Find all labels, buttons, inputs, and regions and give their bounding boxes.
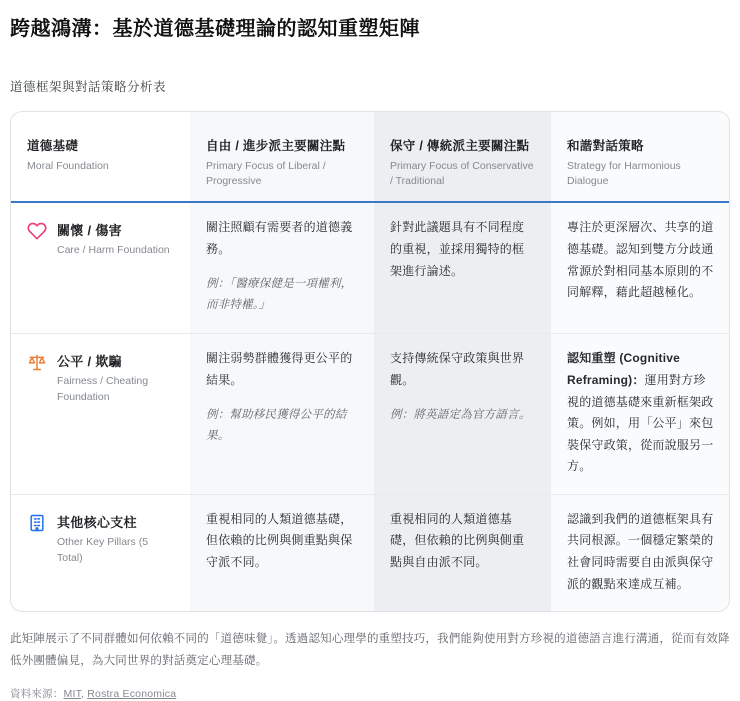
scales-icon — [27, 352, 47, 372]
cell-text: 重視相同的人類道德基礎，但依賴的比例與側重點與自由派不同。 — [390, 511, 525, 570]
cell-dialogue-strategy — [551, 494, 730, 611]
cell-text: 關注照顧有需要者的道德義務。 — [206, 220, 353, 257]
cell-liberal-focus — [190, 203, 374, 333]
cell-text: 支持傳統保守政策與世界觀。 — [390, 351, 525, 387]
table-row-care-foundation — [11, 203, 190, 333]
cell-conservative-focus — [374, 494, 551, 611]
column-header-en: Primary Focus of Liberal / Progressive — [206, 160, 326, 188]
foundation-name-zh: 關懷 / 傷害 — [57, 223, 122, 239]
foundation-label — [57, 220, 170, 259]
source-link-mit[interactable]: MIT — [63, 687, 82, 700]
column-header-zh: 保守 / 傳統派主要關注點 — [390, 139, 530, 153]
cell-conservative-focus — [374, 333, 551, 494]
cell-example: 例：「醫療保健是一項權利，而非特權。」 — [206, 277, 353, 312]
column-header-zh: 和諧對話策略 — [567, 139, 644, 153]
column-header-en: Strategy for Harmonious Dialogue — [567, 160, 681, 188]
cell-example: 例：幫助移民獲得公平的結果。 — [206, 408, 347, 443]
table-row-other-pillars — [11, 494, 190, 611]
column-header-zh: 道德基礎 — [27, 139, 79, 153]
cell-text — [567, 348, 715, 478]
source-line — [10, 686, 730, 701]
strategy-term: 認知重塑 (Cognitive Reframing)： — [567, 351, 680, 387]
foundation-label — [57, 351, 174, 406]
strategy-text: 運用對方珍視的道德基礎來重新框架政策。例如，用「公平」來包裝保守政策，從而說服另一方。 — [567, 372, 714, 474]
foundation-label — [57, 512, 174, 567]
column-header-zh: 自由 / 進步派主要關注點 — [206, 139, 346, 153]
foundation-name-zh: 其他核心支柱 — [57, 514, 137, 530]
column-header-liberal — [190, 112, 374, 203]
cell-text: 重視相同的人類道德基礎，但依賴的比例與側重點與保守派不同。 — [206, 511, 353, 570]
source-link-rostra[interactable]: Rostra Economica — [87, 687, 177, 700]
foundation-name-en: Other Key Pillars (5 Total) — [57, 535, 149, 564]
source-separator: , — [81, 687, 88, 700]
building-icon — [27, 513, 47, 533]
cell-text: 針對此議題具有不同程度的重視，並採用獨特的框架進行論述。 — [390, 220, 525, 278]
cell-text: 專注於更深層次、共享的道德基礎。認知到雙方分歧通常源於對相同基本原則的不同解釋，藉此超越極化。 — [567, 220, 714, 300]
cell-liberal-focus — [190, 494, 374, 611]
column-header-strategy — [551, 112, 730, 203]
cell-dialogue-strategy — [551, 203, 730, 333]
column-header-conservative — [374, 112, 551, 203]
foundation-name-en: Fairness / Cheating Foundation — [57, 375, 149, 404]
cell-liberal-focus — [190, 333, 374, 494]
footer-note: 此矩陣展示了不同群體如何依賴不同的「道德味覺」。透過認知心理學的重塑技巧，我們能夠使用對方珍視的道德語言進行溝通，從而有效降低外團體偏見，為大同世界的對話奠定心理基礎。 — [10, 633, 730, 668]
page-subtitle: 道德框架與對話策略分析表 — [10, 80, 167, 94]
column-header-foundation — [11, 112, 190, 203]
column-header-en: Primary Focus of Conservative / Traditional — [390, 160, 534, 188]
moral-foundations-table — [10, 111, 730, 612]
cell-conservative-focus — [374, 203, 551, 333]
cell-dialogue-strategy — [551, 333, 730, 494]
heart-icon — [27, 221, 47, 241]
cell-text: 關注弱勢群體獲得更公平的結果。 — [206, 351, 353, 387]
page-title: 跨越鴻溝：基於道德基礎理論的認知重塑矩陣 — [10, 18, 420, 40]
foundation-name-en: Care / Harm Foundation — [57, 244, 170, 257]
foundation-name-zh: 公平 / 欺騙 — [57, 354, 122, 370]
source-label: 資料來源： — [10, 687, 64, 700]
cell-example: 例：將英語定為官方語言。 — [390, 408, 531, 421]
column-header-en: Moral Foundation — [27, 160, 109, 172]
table-row-fairness-foundation — [11, 333, 190, 494]
cell-text: 認識到我們的道德框架具有共同根源。一個穩定繁榮的社會同時需要自由派與保守派的觀點來達成互補。 — [567, 511, 714, 591]
